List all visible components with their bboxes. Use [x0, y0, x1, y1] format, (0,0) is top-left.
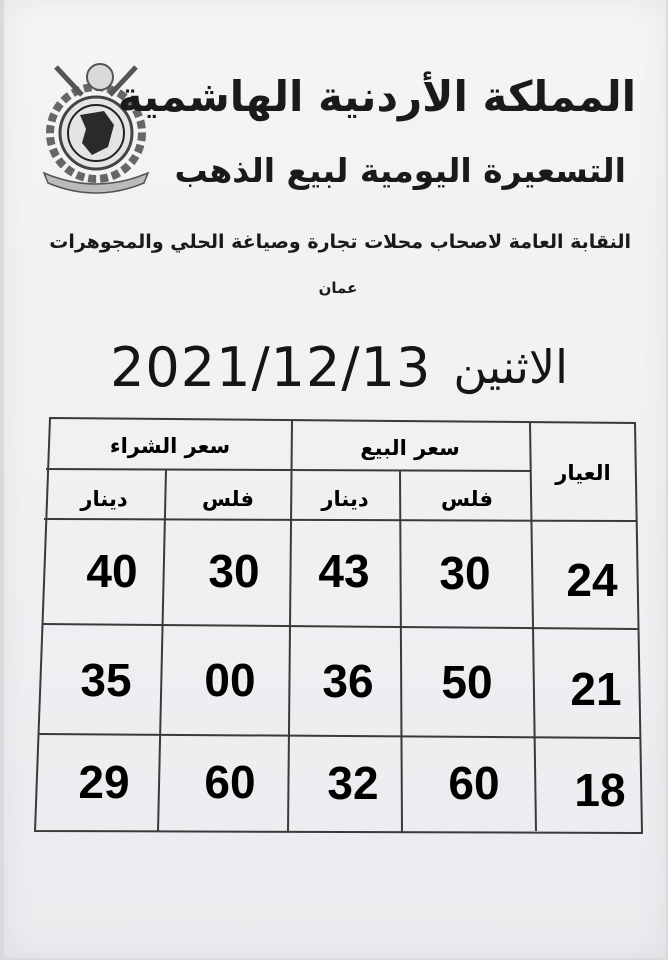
row-divider-1: [42, 624, 638, 629]
sell-fils-21: 50: [441, 656, 493, 708]
karat-21: 21: [570, 663, 622, 715]
karat-header: العيار: [555, 461, 611, 485]
column-divider-sell-fils-dinar: [400, 470, 402, 832]
buy-fils-24: 30: [208, 545, 260, 597]
karat-24: 24: [566, 554, 618, 606]
buy-dinar-label: دينار: [80, 487, 128, 511]
selling-price-header: سعر البيع: [360, 436, 460, 460]
city-name: عمان: [318, 279, 358, 297]
header-divider: [46, 469, 530, 471]
sell-fils-24: 30: [439, 547, 491, 599]
buying-price-header: سعر الشراء: [109, 434, 231, 458]
buy-fils-21: 00: [204, 654, 256, 706]
column-divider-buy-fils-dinar: [158, 469, 166, 832]
buy-fils-18: 60: [204, 756, 256, 808]
date-value: 2021/12/13: [110, 335, 432, 399]
sell-dinar-label: دينار: [321, 487, 369, 511]
column-divider-karat: [530, 422, 536, 831]
sell-fils-18: 60: [448, 757, 500, 809]
daily-gold-pricing-subtitle: التسعيرة اليومية لبيع الذهب: [174, 151, 626, 190]
karat-18: 18: [574, 764, 626, 816]
sell-dinar-21: 36: [322, 655, 374, 707]
day-name: الاثنين: [453, 340, 568, 394]
row-divider-2: [39, 734, 640, 738]
buy-dinar-24: 40: [86, 545, 138, 597]
buy-dinar-18: 29: [78, 756, 130, 808]
organization-name: النقابة العامة لاصحاب محلات تجارة وصياغة الحلي والمجوهرات: [49, 231, 631, 253]
sell-dinar-18: 32: [327, 757, 379, 809]
sell-fils-label: فلس: [440, 487, 494, 511]
kingdom-title: المملكة الأردنية الهاشمية: [117, 72, 636, 121]
sell-dinar-24: 43: [318, 545, 370, 597]
subheader-divider: [44, 519, 637, 521]
buy-fils-label: فلس: [201, 487, 255, 511]
buy-dinar-21: 35: [80, 654, 132, 706]
